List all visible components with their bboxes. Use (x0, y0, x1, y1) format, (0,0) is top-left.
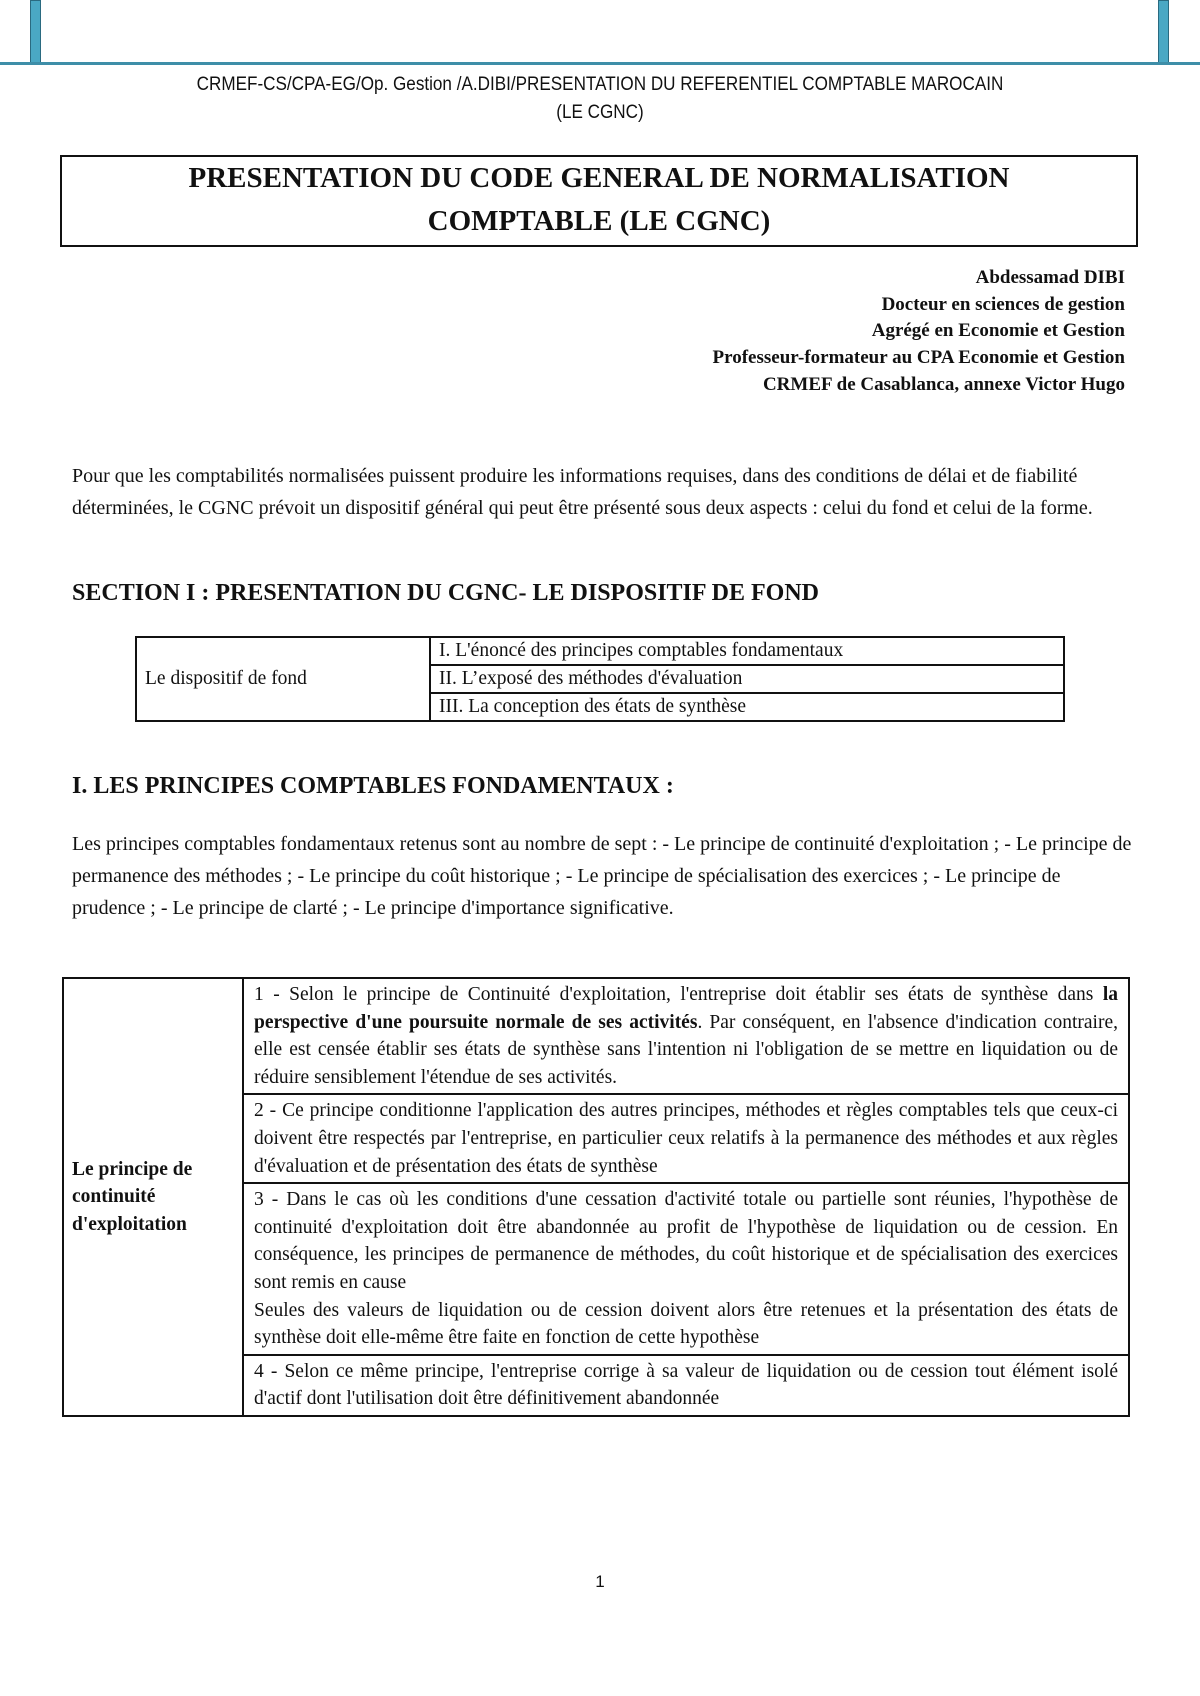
header-right-bar (1158, 0, 1169, 64)
continuite-label: Le principe de continuité d'exploitation (63, 978, 243, 1416)
running-header-line2: (LE CGNC) (556, 102, 644, 123)
bold-text: la perspective d'une poursuite normale de ses activités (254, 984, 1118, 1033)
dispositif-item: III. La conception des états de synthèse (430, 693, 1064, 721)
principles-heading: I. LES PRINCIPES COMPTABLES FONDAMENTAUX : (72, 773, 674, 799)
continuite-row (243, 978, 1129, 1094)
page-number: 1 (595, 1572, 605, 1591)
section-heading: SECTION I : PRESENTATION DU CGNC- LE DISPOSITIF DE FOND (72, 580, 819, 606)
text: Seules des valeurs de liquidation ou de cession doivent alors être retenues et la présentation des états de synthèse doit elle-même être faite en fonction de cette hypothèse (254, 1299, 1118, 1349)
author-block (713, 265, 1125, 399)
title-line1: PRESENTATION DU CODE GENERAL DE NORMALISATION (188, 162, 1010, 194)
header-rule (0, 62, 1200, 65)
continuite-table (62, 977, 1130, 1417)
principles-paragraph: Les principes comptables fondamentaux retenus sont au nombre de sept : - Le principe de continuité d'exploitation ; - Le principe de permanence des méthodes ; - Le principe du coût historique ; - Le principe de spécialisation des exercices ; - Le principe de prudence ; - Le principe de clarté ; - Le principe d'importance significative. (72, 833, 1132, 919)
continuite-row (243, 1183, 1129, 1355)
running-header-line1: CRMEF-CS/CPA-EG/Op. Gestion /A.DIBI/PRESENTATION DU REFERENTIEL COMPTABLE MAROCAIN (196, 74, 1004, 95)
text: 3 - Dans le cas où les conditions d'une cessation d'activité totale ou partielle sont réunies, l'hypothèse de continuité d'exploitation doit être abandonnée au profit de l'hypothèse de liquidation ou de cession. En conséquence, les principes de permanence de méthodes, du coût historique et de spécialisation des exercices sont remis en cause (254, 1189, 1118, 1293)
dispositif-table (135, 636, 1065, 722)
dispositif-item: I. L'énoncé des principes comptables fondamentaux (430, 637, 1064, 665)
text: . Par conséquent, en l'absence d'indication contraire, elle est censée établir ses états de synthèse sans l'intention ni l'obligation de se mettre en liquidation ou de réduire sensiblement l'étendue de ses activités. (254, 1011, 1118, 1088)
continuite-row: 4 - Selon ce même principe, l'entreprise corrige à sa valeur de liquidation ou de cession tout élément isolé d'actif dont l'utilisation doit être définitivement abandonnée (243, 1355, 1129, 1416)
author-name: Abdessamad DIBI (975, 267, 1125, 288)
author-title: Docteur en sciences de gestion (881, 293, 1125, 315)
author-title: Professeur-formateur au CPA Economie et Gestion (712, 347, 1125, 369)
dispositif-label: Le dispositif de fond (136, 637, 430, 721)
header-left-bar (30, 0, 41, 64)
author-title: Agrégé en Economie et Gestion (871, 320, 1125, 342)
author-affiliation: CRMEF de Casablanca, annexe Victor Hugo (762, 373, 1125, 395)
text: 1 - Selon le principe de Continuité d'exploitation, l'entreprise doit établir ses états de synthèse dans (254, 984, 1103, 1005)
title-line2: COMPTABLE (LE CGNC) (427, 205, 771, 237)
document-title (60, 155, 1138, 247)
intro-paragraph: Pour que les comptabilités normalisées puissent produire les informations requises, dans des conditions de délai et de fiabilité déterminées, le CGNC prévoit un dispositif général qui peut être présenté sous deux aspects : celui du fond et celui de la forme. (72, 465, 1093, 519)
continuite-row: 2 - Ce principe conditionne l'application des autres principes, méthodes et règles comptables tels que ceux-ci doivent être respectés par l'entreprise, en particulier ceux relatifs à la permanence des méthodes et aux règles d'évaluation et de présentation des états de synthèse (243, 1094, 1129, 1183)
dispositif-item: II. L’exposé des méthodes d'évaluation (430, 665, 1064, 693)
